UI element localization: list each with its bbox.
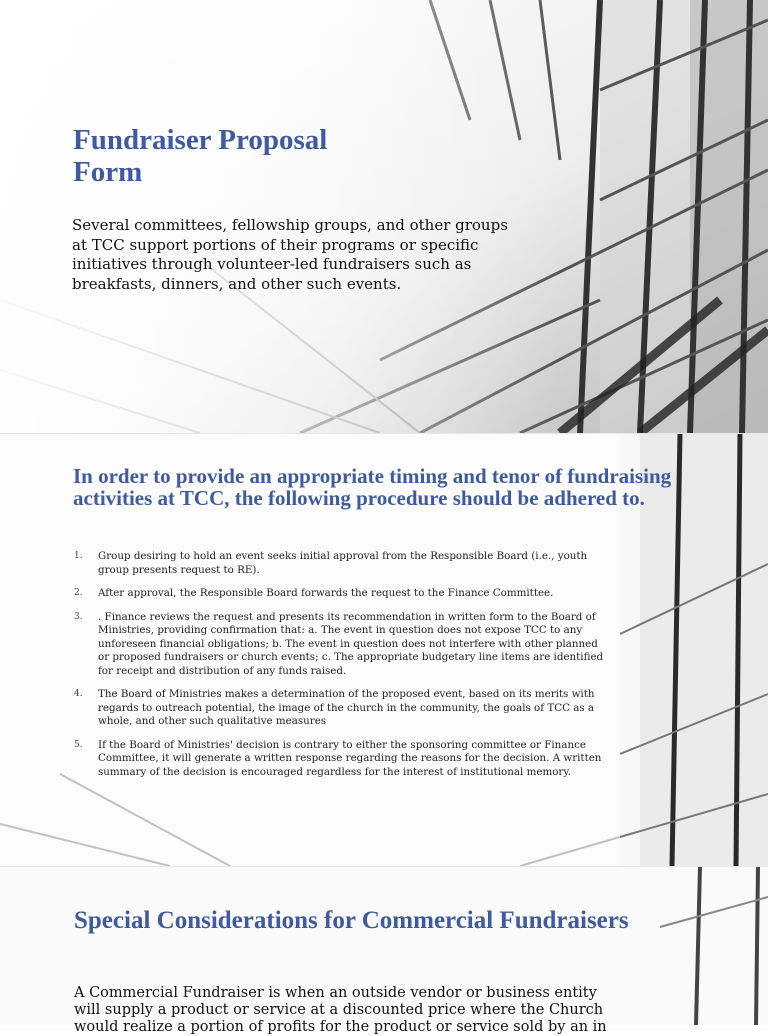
step-number: 5.	[74, 739, 83, 750]
commercial-fundraisers-heading: Special Considerations for Commercial Fundraisers	[74, 907, 629, 934]
step-number: 1.	[74, 551, 83, 561]
slide-title	[0, 0, 768, 433]
step-text: If the Board of Ministries' decision is contrary to either the sponsoring committee or Finance Committee, it will generate a written response regarding the reasons for the decision. A written summary of the decision is encouraged regardless for the interest of institutional memory.	[98, 738, 602, 778]
step-text: . Finance reviews the request and presents its recommendation in written form to the Board of Ministries, providing confirmation that: a. The event in question does not expose TCC to any unforeseen financial obligations; b. The event in question does not interfere with other planned or proposed fundraisers or church events; c. The appropriate budgetary line items are identified for receipt and distribution of any funds raised.	[98, 610, 604, 677]
list-item	[74, 739, 609, 780]
list-item	[74, 550, 609, 577]
step-number: 2.	[74, 588, 83, 598]
slide-procedure	[0, 433, 768, 866]
commercial-fundraisers-paragraph: A Commercial Fundraiser is when an outside vendor or business entity will supply a product or service at a discounted price where the Church would realize a portion of profits for the product or service sold by an in	[74, 985, 607, 1035]
step-text: The Board of Ministries makes a determination of the proposed event, based on its merits with regards to outreach potential, the image of the church in the community, the goals of TCC as a whole, and other such qualitative measures	[98, 688, 595, 727]
step-number: 4.	[74, 689, 83, 699]
intro-paragraph: Several committees, fellowship groups, and other groups at TCC support portions of their programs or specific initiatives through volunteer-led fundraisers such as breakfasts, dinners, and other such events.	[72, 216, 508, 293]
step-text: Group desiring to hold an event seeks initial approval from the Responsible Board (i.e., youth group presents request to RE).	[98, 550, 588, 576]
slide-commercial-fundraisers	[0, 866, 768, 1035]
procedure-heading: In order to provide an appropriate timing and tenor of fundraising activities at TCC, the following procedure should be adhered to.	[73, 464, 672, 510]
list-item	[74, 611, 609, 679]
step-number: 3.	[74, 611, 83, 622]
page-title: Fundraiser Proposal Form	[73, 124, 328, 188]
procedure-steps-list	[74, 550, 609, 789]
list-item	[74, 688, 609, 729]
step-text: After approval, the Responsible Board forwards the request to the Finance Committee.	[98, 587, 554, 599]
list-item	[74, 587, 609, 601]
